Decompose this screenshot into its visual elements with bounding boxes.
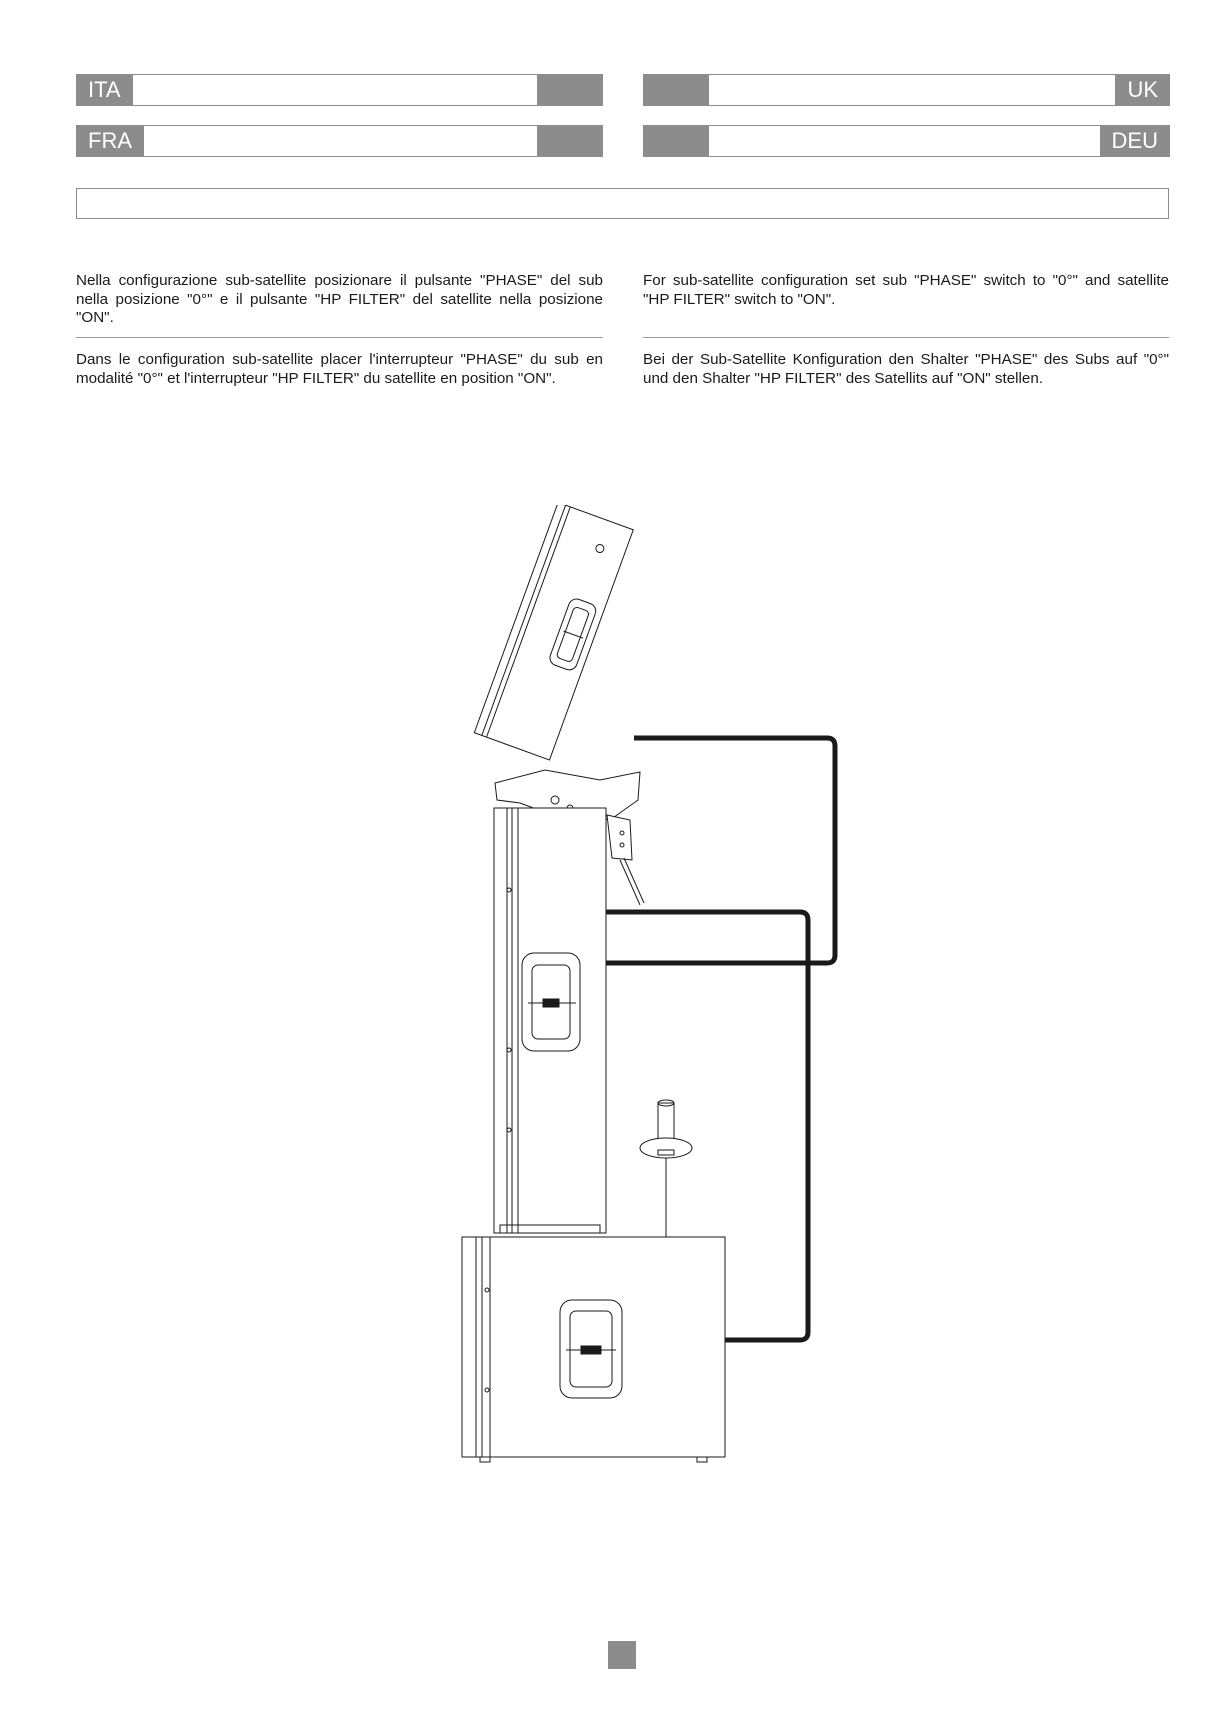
divider-left <box>76 337 603 338</box>
header-left-block <box>643 74 709 106</box>
header-right-block <box>537 125 603 157</box>
paragraph-uk: For sub-satellite configuration set sub "PHASE" switch to "0°" and satellite "HP FILTER" switch to "ON". <box>643 272 1169 308</box>
header-bar-fra <box>76 125 603 157</box>
paragraph-fra: Dans le configuration sub-satellite placer l'interrupteur "PHASE" du sub en modalité "0°" et l'interrupteur "HP FILTER" du satellite en position "ON". <box>76 351 603 387</box>
section-title-box <box>76 188 1169 219</box>
speaker-stack-illustration <box>420 505 860 1465</box>
lang-tab-ita: ITA <box>76 74 133 106</box>
pole-mount <box>606 1100 692 1237</box>
tilted-satellite-speaker <box>474 505 633 760</box>
header-right-block <box>537 74 603 106</box>
divider-right <box>643 337 1169 338</box>
header-bar-uk <box>643 74 1170 106</box>
header-bar-deu <box>643 125 1170 157</box>
subwoofer-cabinet <box>462 1237 725 1462</box>
header-bar-ita <box>76 74 603 106</box>
paragraph-deu: Bei der Sub-Satellite Konfiguration den Shalter "PHASE" des Subs auf "0°" und den Shalter "HP FILTER" des Satellits auf "ON" stellen. <box>643 351 1169 387</box>
lang-tab-uk: UK <box>1115 74 1170 106</box>
vertical-satellite-speaker <box>494 808 606 1233</box>
header-left-block <box>643 125 709 157</box>
page-number-marker <box>608 1641 636 1669</box>
paragraph-ita: Nella configurazione sub-satellite posizionare il pulsante "PHASE" del sub nella posizione "0°" e il pulsante "HP FILTER" del satellite nella posizione "ON". <box>76 272 603 326</box>
lang-tab-fra: FRA <box>76 125 144 157</box>
lang-tab-deu: DEU <box>1100 125 1170 157</box>
